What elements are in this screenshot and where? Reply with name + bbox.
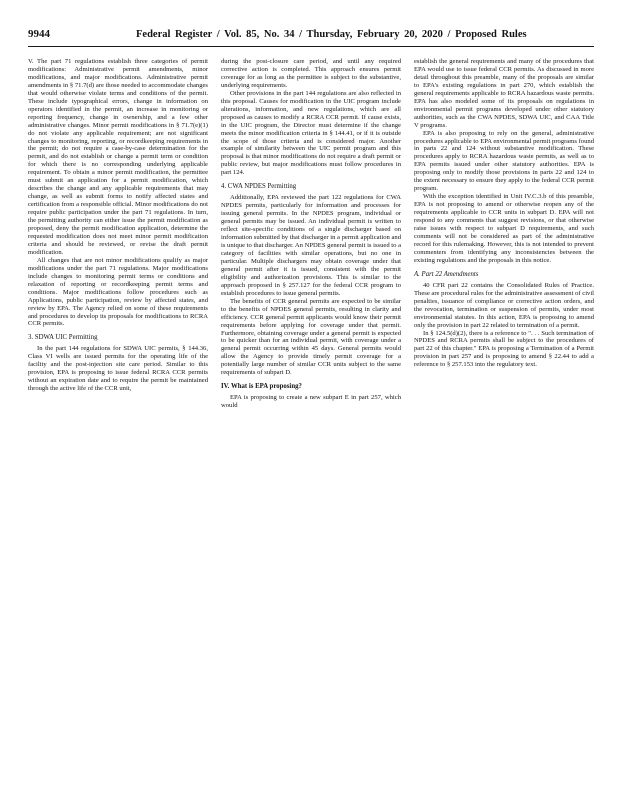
body-paragraph: All changes that are not minor modifications qualify as major modifications under the part 71 regulations. Major modifications include changes to monitoring permit terms or conditions and relaxation of reporting or recordkeeping permit terms and conditions. Major modifications follow procedures such as Applications, public participation, review by affected states, and review by EPA. The Agency relied on some of these requirements and procedures to develop its proposals for modifications to RCRA CCR permits. [28,256,208,328]
body-paragraph: The benefits of CCR general permits are expected to be similar to the benefits of NPDES general permits, resulting in clarity and efficiency. CCR general permit applicants would know their permit requirements before applying for coverage under that permit. Furthermore, obtaining coverage under a general permit is expected to be quicker than for an individual permit, with coverage under a general permit occurring within 45 days. General permits would allow the Agency to provide timely permit coverage for a potentially large number of similar CCR units subject to the same requirements of subpart D. [221,297,401,377]
section-name: Proposed Rules [455,29,527,40]
column-1 [28,58,208,780]
running-header [28,28,594,47]
page-number: 9944 [28,28,50,40]
body-paragraph: In § 124.5(d)(2), there is a reference to ". . . Such termination of NPDES and RCRA permits shall be subject to the procedures of part 22 of this chapter." EPA is proposing a Termination of a Permit provision in part 257 and is proposing to amend § 22.44 to add a reference to § 257.153 into the regulatory text. [414,329,594,369]
section-heading: A. Part 22 Amendments [414,270,479,278]
body-paragraph: EPA is also proposing to rely on the general, administrative procedures applicable to EPA environmental permit programs found in parts 22 and 124 without substantive modification. These procedures apply to RCRA hazardous waste permits, as well as to EPA permits issued under other statutory authorities. EPA is proposing only to modify those provisions in parts 22 and 124 to the extent necessary to ensure they apply to the federal CCR permit program. [414,129,594,193]
body-paragraph: V. The part 71 regulations establish three categories of permit modifications: Administrative permit amendments, minor modifications, and major modifications. Administrative permit amendments in § 71.7(d) are those needed to accommodate changes that would otherwise violate terms and conditions of the permit. These include typographical errors, change in information on operators identified in the permit, an increase in monitoring or reporting frequency, change in ownership, and a few other administrative changes. Minor permit modifications in § 71.7(e)(1) do not violate any applicable requirement; are not significant changes to monitoring, reporting, or recordkeeping requirements in the permit; do not require a case-by-case determination for the permit, and do not establish or change a permit term or condition for which there is no corresponding underlying applicable requirement. To obtain a minor permit modification, the permittee must submit an application for a permit modification, which describes the change and any applicable requirements that may change, as well as submit forms to notify affected states and certification from a responsible official. Minor modifications do not require public participation under the part 71 regulations. In turn, the permitting authority can either issue the permit modification as proposed, deny the permit modification application, determine the requested modification does not meet minor permit modification criteria and should be reviewed, or revise the draft permit modification. [28,58,208,256]
body-paragraph: Additionally, EPA reviewed the part 122 regulations for CWA NPDES permits, particularly for information and processes for issuing general permits. In the NPDES program, individual or general permits may be issued. An individual permit is written to reflect site-specific conditions of a single discharger based on information submitted by that discharger in a permit application and is unique to that discharger. An NPDES general permit is issued to a category of facilities with similar operations, but no one in particular. Multiple dischargers may obtain coverage under that general permit after it is issued, consistent with the permit eligibility and authorization provisions. This is similar to the approach proposed in § 257.127 for the federal CCR program to establish procedures to issue general permits. [221,194,401,297]
body-paragraph: In the part 144 regulations for SDWA UIC permits, § 144.36, Class VI wells are issued permits for the operating life of the facility and the post-injection site care period. Similar to this provision, EPA is proposing to issue federal RCRA CCR permits without an expiration date and to require the permit be maintained through the active life of the CCR unit, [28,345,208,393]
body-paragraph: 40 CFR part 22 contains the Consolidated Rules of Practice. These are procedural rules for the administrative assessment of civil penalties, issuance of compliance or corrective action orders, and the revocation, termination or suspension of permits, under most environmental statutes. In this action, EPA is proposing to amend only the provision in part 22 related to termination of a permit. [414,281,594,329]
section-heading: 3. SDWA UIC Permitting [28,334,98,342]
body-paragraph: Other provisions in the part 144 regulations are also reflected in this proposal. Causes for modification in the UIC program include alterations, information, and new regulations, which are all proposed as causes to modify a RCRA CCR permit. If cause exists, in the UIC program, the Director must determine if the change meets the minor modification criteria in § 144.41, or if it is outside the scope of those criteria and is considered major. Another example of similarity between the UIC permit program and this proposal is that minor modifications do not require a draft permit or public review, but major modifications must follow procedures in part 124. [221,89,401,177]
column-3 [414,58,594,780]
section-heading: 4. CWA NPDES Permitting [221,183,297,191]
text-columns [28,58,594,780]
issue-date: Thursday, February 20, 2020 [306,29,443,40]
publication-name: Federal Register [136,29,213,40]
volume-info: Vol. 85, No. 34 [224,29,295,40]
column-2 [221,58,401,780]
section-heading: IV. What is EPA proposing? [221,383,302,391]
body-paragraph: during the post-closure care period, and until any required corrective action is completed. This approach ensures permit coverage for as long as the permittee is subject to the substantive, underlying requirements. [221,58,401,89]
body-paragraph: With the exception identified in Unit IV.C.3.b of this preamble, EPA is not proposing to amend or otherwise reopen any of the requirements applicable to CCR units in subpart D. EPA will not respond to any comments that suggest revisions, or that otherwise raise issues with respect to subpart D requirements, and such comments will not be considered as part of the administrative record for this rulemaking. However, this is not intended to prevent commenters from identifying any inconsistencies between the existing regulations and the proposals in this notice. [414,193,594,264]
body-paragraph: establish the general requirements and many of the procedures that EPA would use to issue federal CCR permits. As discussed in more detail throughout this preamble, many of the proposals are similar to EPA's existing regulations in part 270, which establish the general requirements applicable to RCRA hazardous waste permits. EPA has also modeled some of its proposals on regulations in environmental permit programs developed under other statutory authorities, such as the CWA NPDES, SDWA UIC, and CAA Title V programs. [414,58,594,129]
header-citation: Federal Register / Vol. 85, No. 34 / Thursday, February 20, 2020 / Proposed Rules [136,29,527,40]
body-paragraph: EPA is proposing to create a new subpart E in part 257, which would [221,394,401,410]
